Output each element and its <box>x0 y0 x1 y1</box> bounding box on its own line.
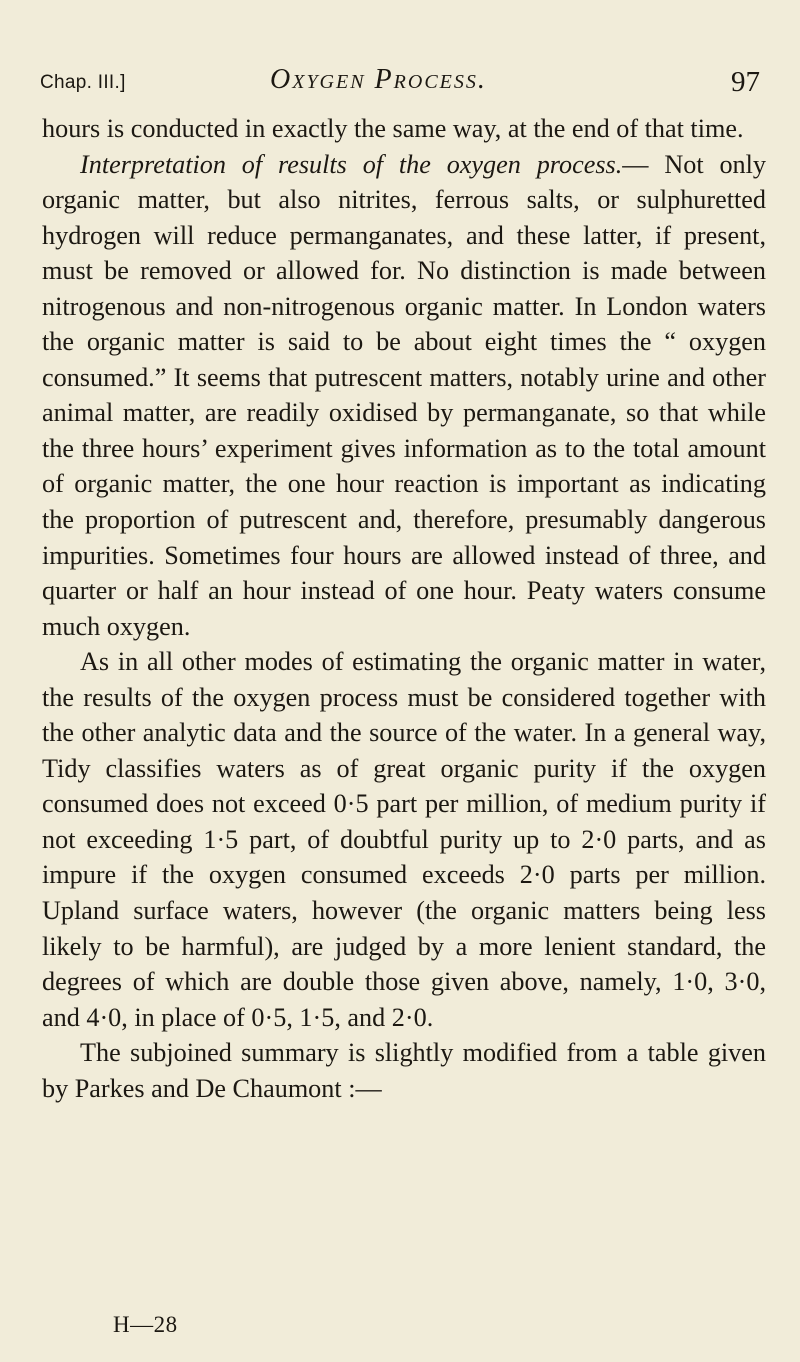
heading-dash: — <box>622 149 665 179</box>
page-number: 97 <box>731 66 760 98</box>
running-header <box>40 64 760 104</box>
chapter-label: Chap. III.] <box>40 72 126 93</box>
signature-mark: H—28 <box>113 1312 178 1337</box>
paragraph-interpretation <box>42 147 766 645</box>
paragraph-estimation: As in all other modes of estimating the organic matter in water, the results of the oxygen process must be considered together with the other analytic data and the source of the water. In a general way, Tidy classifies waters as of great organic purity if the oxygen consumed does not exceed 0·5 part per million, of medium purity if not exceeding 1·5 part, of doubtful purity up to 2·0 parts, and as impure if the oxygen consumed exceeds 2·0 parts per million. Upland surface waters, however (the organic matters being less likely to be harmful), are judged by a more lenient standard, the degrees of which are double those given above, namely, 1·0, 3·0, and 4·0, in place of 0·5, 1·5, and 2·0. <box>42 647 766 1032</box>
paragraph-summary-intro: The subjoined summary is slightly modified from a table given by Parkes and De Chaumont :— <box>42 1038 766 1103</box>
page-body <box>42 111 766 1106</box>
running-title: Oxygen Process. <box>270 64 487 95</box>
paragraph-continuation: hours is conducted in exactly the same way, at the end of that time. <box>42 114 744 143</box>
section-heading: Interpretation of results of the oxygen process. <box>80 149 623 179</box>
paragraph-text: Not only organic matter, but also nitrites, ferrous salts, or sulphuretted hydrogen will reduce permanganates, and these latter, if present, must be removed or allowed for. No distinction is made between nitrogenous and non-nitrogenous organic matter. In London waters the organic matter is said to be about eight times the “ oxygen consumed.” It seems that putrescent matters, notably urine and other animal matter, are readily oxidised by permanganate, so that while the three hours’ experiment gives information as to the total amount of organic matter, the one hour reaction is important as indicating the proportion of putrescent and, therefore, presumably dangerous impurities. Sometimes four hours are allowed instead of three, and quarter or half an hour instead of one hour. Peaty waters consume much oxygen. <box>42 149 767 641</box>
